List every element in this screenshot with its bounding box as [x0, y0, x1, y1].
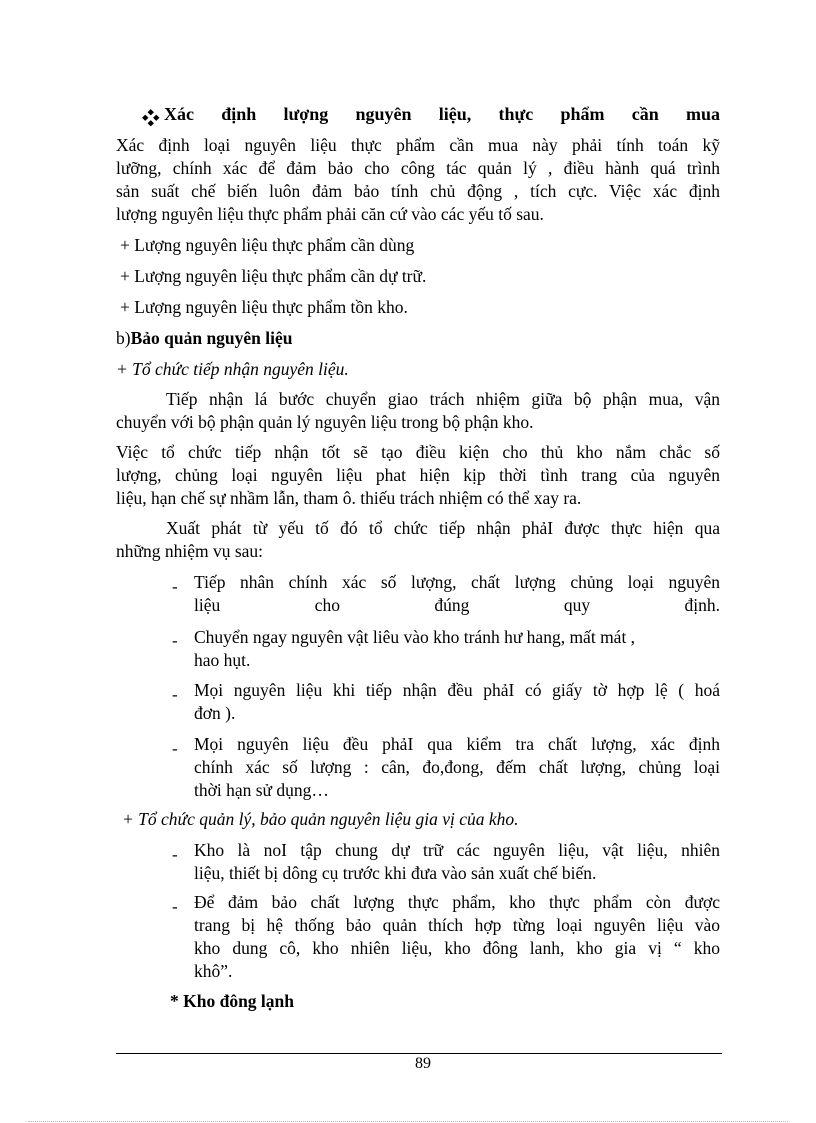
section-b-heading	[116, 327, 293, 349]
list-item-line: đơn ).	[194, 703, 236, 723]
diamond-bullet-icon	[142, 109, 160, 127]
paragraph-line: lượng, chủng loại nguyên liệu phat hiện kịp thời tình trang của nguyên	[116, 465, 720, 485]
list-item-line: hao hụt.	[194, 650, 251, 670]
bullet-dash: -	[172, 897, 178, 916]
paragraph-line: chuyển với bộ phận quản lý nguyên liệu trong bộ phận kho.	[116, 412, 534, 432]
list-item-line: Tiếp nhân chính xác số lượng, chất lượng chủng loại nguyên	[194, 572, 720, 592]
paragraph-line: Việc tổ chức tiếp nhận tốt sẽ tạo điều kiện cho thủ kho nắm chắc số	[116, 442, 720, 462]
list-item-line: chính xác số lượng : cân, đo,đong, đếm chất lượng, chủng loại	[194, 757, 720, 777]
subsection-title: + Tổ chức quản lý, bảo quản nguyên liệu gia vị của kho.	[122, 809, 519, 829]
paragraph-line: Xuất phát từ yếu tố đó tổ chức tiếp nhận phảI được thực hiện qua	[166, 518, 720, 538]
factor-item: + Lượng nguyên liệu thực phẩm tồn kho.	[120, 297, 408, 317]
factor-item: + Lượng nguyên liệu thực phẩm cần dự trữ.	[120, 266, 427, 286]
list-item-line: Mọi nguyên liệu khi tiếp nhận đều phảI có giấy tờ hợp lệ ( hoá	[194, 680, 720, 700]
paragraph-line: lượng nguyên liệu thực phẩm phải căn cứ vào các yếu tố sau.	[116, 204, 544, 224]
paragraph-line: liệu, hạn chế sự nhầm lẫn, tham ô. thiếu trách nhiệm có thể xay ra.	[116, 488, 582, 508]
subsection-title: + Tổ chức tiếp nhận nguyên liệu.	[116, 359, 349, 379]
list-item-line: trang bị hệ thống bảo quản thích hợp từng loại nguyên liệu vào	[194, 915, 720, 935]
paragraph-line: Xác định loại nguyên liệu thực phẩm cần mua này phải tính toán kỹ	[116, 135, 720, 155]
section-b-title: Bảo quản nguyên liệu	[130, 328, 293, 348]
list-item-line: Để đảm bảo chất lượng thực phẩm, kho thực phẩm còn được	[194, 892, 720, 912]
list-item-line: Chuyển ngay nguyên vật liêu vào kho tránh hư hang, mất mát ,	[194, 627, 636, 647]
cold-storage-heading: * Kho đông lạnh	[170, 991, 295, 1011]
bullet-dash: -	[172, 685, 178, 704]
list-item-line: liệu cho đúng quy định.	[194, 595, 720, 615]
list-item-line: liệu, thiết bị dông cụ trước khi đưa vào sản xuất chế biến.	[194, 863, 597, 883]
list-item-line: khô”.	[194, 961, 233, 981]
paragraph-line: Tiếp nhận lá bước chuyển giao trách nhiệm giữa bộ phận mua, vận	[166, 389, 720, 409]
bullet-dash: -	[172, 739, 178, 758]
paragraph-line: lưỡng, chính xác để đảm bảo cho công tác quản lý , điều hành quá trình	[116, 158, 720, 178]
bullet-dash: -	[172, 631, 178, 650]
paragraph-line: những nhiệm vụ sau:	[116, 541, 264, 561]
bullet-dash: -	[172, 577, 178, 596]
list-item-line: kho dung cô, kho nhiên liệu, kho đông lanh, kho gia vị “ kho	[194, 938, 720, 958]
list-item-line: thời hạn sử dụng…	[194, 780, 329, 800]
section-b-prefix: b)	[116, 328, 131, 348]
list-item-line: Mọi nguyên liệu đều phảI qua kiểm tra chất lượng, xác định	[194, 734, 720, 754]
bullet-dash: -	[172, 845, 178, 864]
factor-item: + Lượng nguyên liệu thực phẩm cần dùng	[120, 235, 415, 255]
paragraph-line: sản suất chế biến luôn đảm bảo tính chủ động , tích cực. Việc xác định	[116, 181, 720, 201]
section-heading: Xác định lượng nguyên liệu, thực phẩm cần mua	[164, 104, 720, 124]
list-item-line: Kho là noI tập chung dự trữ các nguyên liệu, vật liệu, nhiên	[194, 840, 720, 860]
page-number: 89	[415, 1055, 431, 1072]
page-bottom-dotted-line	[28, 1121, 788, 1122]
